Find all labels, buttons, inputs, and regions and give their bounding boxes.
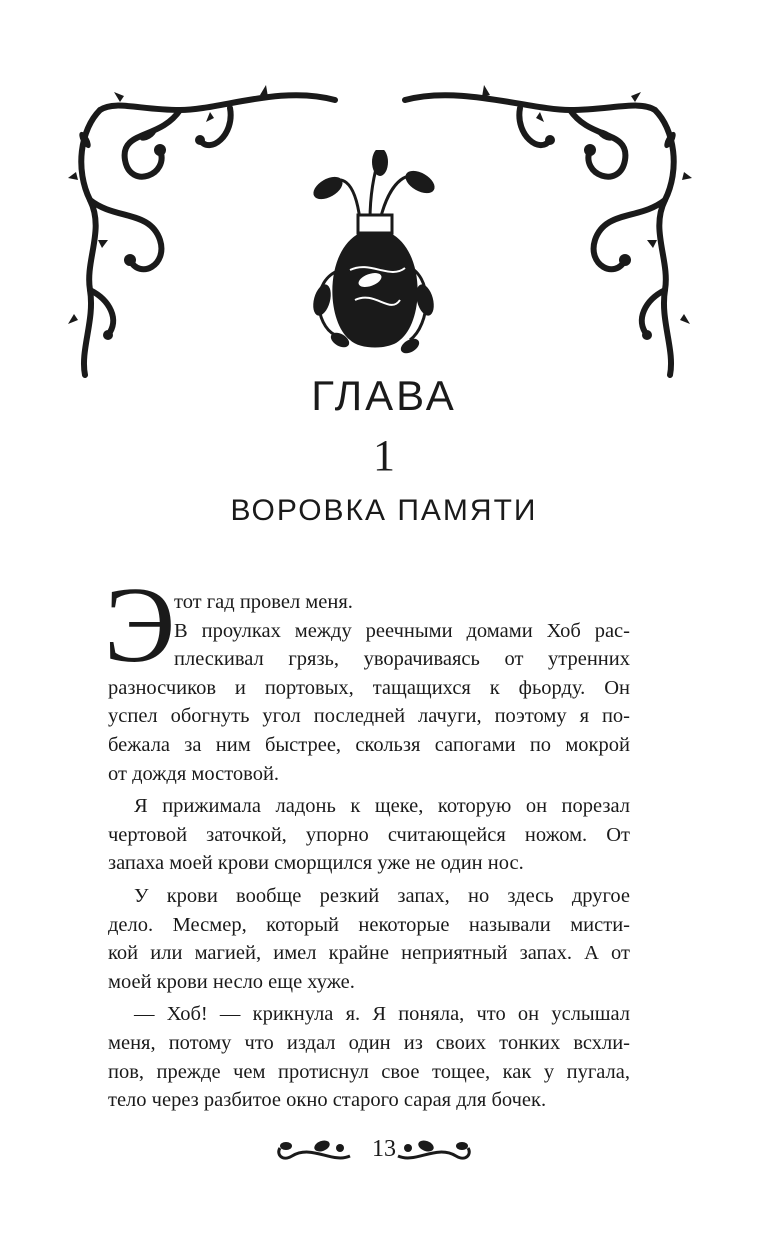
text-line: пов, прежде чем протиснул свое тощее, как у пугала, [108,1060,630,1083]
text-line: плескивал грязь, уворачиваясь от утренних [174,648,630,671]
footer-right-flourish-ornament [396,1134,476,1168]
vine-corner-left-ornament [60,80,340,380]
chapter-number: 1 [373,431,395,480]
text-line: успел обогнуть угол последней лачуги, поэтому я по- [108,705,630,728]
drop-cap-letter: Э [104,566,176,685]
body-text [108,588,630,1115]
text-line: кой или магией, имел крайне неприятный запах. А от [108,942,630,965]
chapter-label: ГЛАВА [311,372,457,419]
text-line: В проулках между реечными домами Хоб рас- [174,619,630,642]
text-line: дело. Месмер, который некоторые называли мисти- [108,913,630,936]
text-line: У крови вообще резкий запах, но здесь другое [134,884,630,907]
page-number: 13 [372,1136,396,1162]
chapter-title: ВОРОВКА ПАМЯТИ [230,494,538,527]
text-line: чертовой заточкой, упорно считающейся ножом. От [108,823,630,846]
text-line: тот гад провел меня. [174,591,353,613]
text-line: тело через разбитое окно старого сарая для бочек. [108,1089,547,1112]
text-line: — Хоб! — крикнула я. Я поняла, что он услышал [134,1003,630,1026]
text-line: бежала за ним быстрее, скользя сапогами по мокрой [108,733,630,756]
text-line: разносчиков и портовых, тащащихся к фьорду. Он [108,676,630,699]
vase-with-leaves-illustration [300,150,450,365]
text-line: запаха моей крови сморщился уже не один нос. [108,852,524,875]
text-line: Я прижимала ладонь к щеке, которую он порезал [134,795,630,818]
text-line: моей крови несло еще хуже. [108,970,355,993]
text-line: меня, потому что издал один из своих тонких всхли- [108,1031,630,1054]
text-line: от дождя мостовой. [108,762,280,785]
